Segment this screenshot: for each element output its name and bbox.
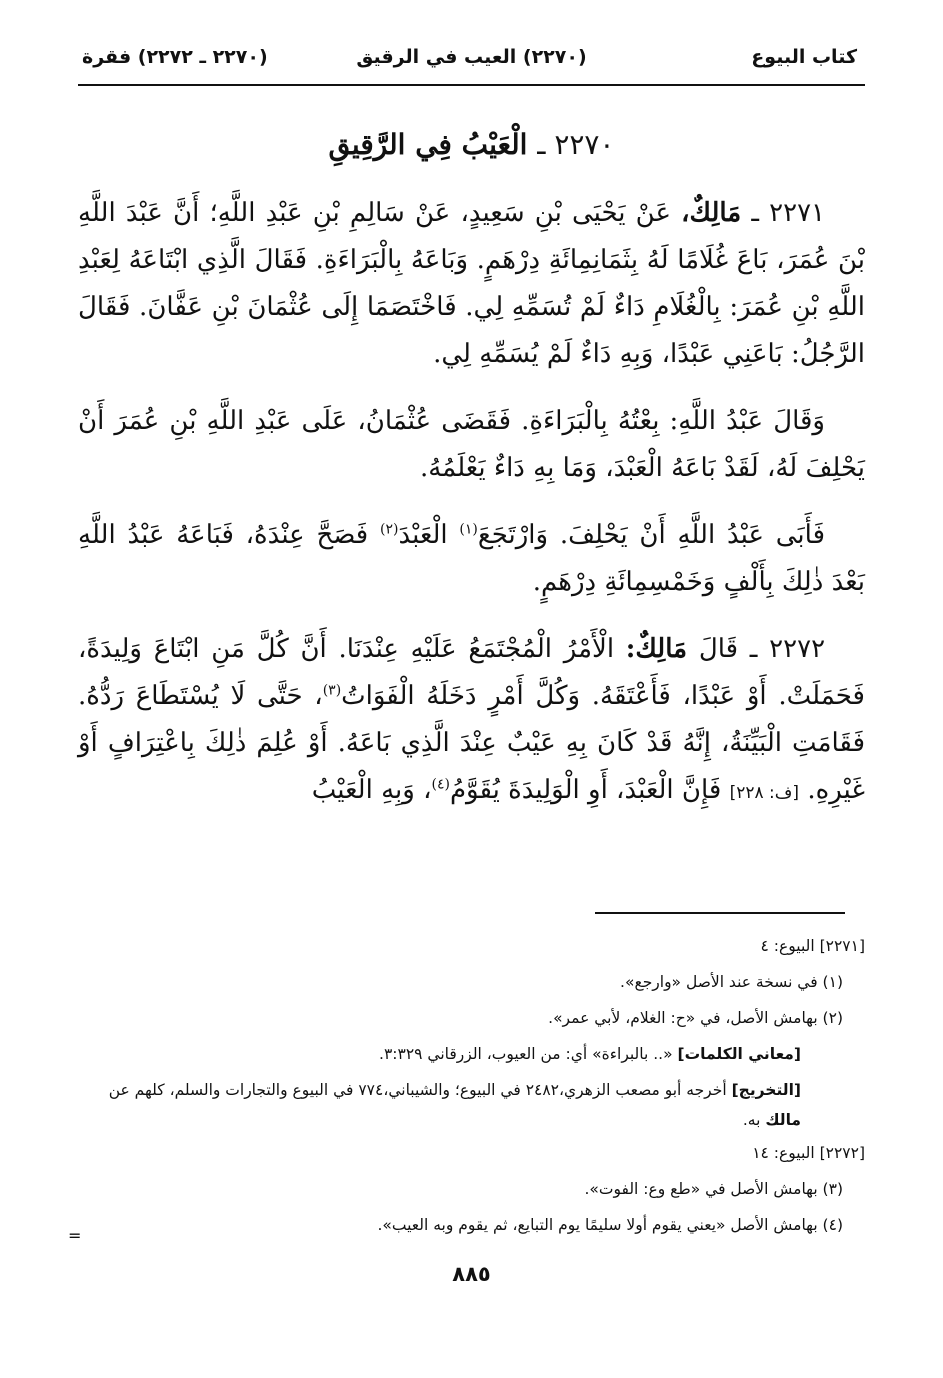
running-header (78, 40, 865, 86)
paragraph-2271 (78, 190, 865, 378)
takhrij-text: أخرجه أبو مصعب الزهري،٢٤٨٢ في البيوع؛ والشيباني،٧٧٤ في البيوع والتجارات والسلم، كلهم عن (108, 1081, 732, 1099)
takhrij (78, 1072, 865, 1135)
paragraph-text: فَصَحَّ عِنْدَهُ، فَبَاعَهُ عَبْدُ اللَّهِ بَعْدَ ذٰلِكَ بِأَلْفٍ وَخَمْسِمِائَةِ دِرْهَمٍ. (78, 520, 865, 597)
page-reference: [ف: ٢٢٨] (729, 783, 800, 803)
footnote-3: (٣) بهامش الأصل في «طع وع: الفوت». (584, 1180, 843, 1198)
body-text (78, 190, 865, 817)
footnote-marker[interactable]: (٤) (431, 776, 450, 793)
header-paragraph-range: (٢٢٧٠ ـ ٢٢٧٢) فقرة (82, 46, 268, 68)
word-meanings-label: [معاني الكلمات] (677, 1045, 801, 1063)
hadith-number: ٢٢٧١ ـ (751, 198, 826, 228)
footnote-marker[interactable]: (١) (459, 521, 478, 538)
footnote-marker[interactable]: (٣) (322, 682, 342, 699)
hadith-number: ٢٢٧٢ ـ قَالَ (698, 634, 826, 664)
chapter-number: ٢٢٧٠ ـ (537, 128, 615, 161)
paragraph-2272 (78, 626, 865, 817)
paragraph-text: الْأَمْرُ الْمُجْتَمَعُ عَلَيْهِ عِنْدَنَا. أَنَّ كُلَّ مَنِ ابْتَاعَ وَلِيدَةً، فَحَمَلَتْ. أَوْ عَبْدًا، فَأَعْتَقَهُ. وَكُلَّ أَمْرٍ دَخَلَهُ الْفَوَاتُ (78, 634, 865, 711)
word-meanings (78, 1036, 865, 1072)
takhrij-name: مالك (765, 1111, 801, 1129)
footnotes (78, 928, 865, 1243)
paragraph-text: ، وَبِهِ الْعَيْبُ (311, 775, 432, 805)
footnote-1: (١) في نسخة عند الأصل «وارجع». (620, 973, 843, 991)
paragraph-2271-end (78, 512, 865, 606)
takhrij-end: به. (742, 1111, 766, 1129)
chapter-title (0, 128, 943, 161)
paragraph-text: وَقَالَ عَبْدُ اللَّهِ: بِعْتُهُ بِالْبَرَاءَةِ. فَقَضَى عُثْمَانُ، عَلَى عَبْدِ اللَّهِ بْنِ عُمَرَ أَنْ يَحْلِفَ لَهُ، لَقَدْ بَاعَهُ الْعَبْدَ، وَمَا بِهِ دَاءٌ يَعْلَمُهُ. (78, 406, 865, 483)
footnote-4: (٤) بهامش الأصل «يعني يقوم أولا سليمًا يوم التبايع، ثم يقوم وبه العيب». (377, 1216, 843, 1234)
narrator-name: مَالِكٌ: (625, 634, 688, 664)
paragraph-2271-continued (78, 398, 865, 492)
chapter-heading: الْعَيْبُ فِي الرَّقِيقِ (328, 128, 528, 161)
footnote-ref-2271: [٢٢٧١] البيوع: ٤ (760, 937, 865, 955)
footnote-2: (٢) بهامش الأصل، في «ح: الغلام، لأبي عمر». (548, 1009, 843, 1027)
paragraph-text: فَأَبَى عَبْدُ اللَّهِ أَنْ يَحْلِفَ. وَارْتَجَعَ (477, 520, 825, 550)
footnote-marker[interactable]: (٢) (379, 521, 399, 538)
footnote-ref-2272: [٢٢٧٢] البيوع: ١٤ (752, 1144, 865, 1162)
paragraph-text: فَإِنَّ الْعَبْدَ، أَوِ الْوَلِيدَةَ يُقَوَّمُ (449, 775, 730, 805)
margin-mark: = (68, 1226, 82, 1245)
word-meanings-text: «.. بالبراءة» أي: من العيوب، الزرقاني ٣:٣٢٩. (379, 1045, 678, 1063)
paragraph-text: عَنْ يَحْيَى بْنِ سَعِيدٍ، عَنْ سَالِمِ بْنِ عَبْدِ اللَّهِ؛ أَنَّ عَبْدَ اللَّهِ بْنَ عُمَرَ، بَاعَ غُلَامًا لَهُ بِثَمَانِمِائَةِ دِرْهَمٍ. وَبَاعَهُ بِالْبَرَاءَةِ. فَقَالَ الَّذِي ابْتَاعَهُ لِعَبْدِ اللَّهِ بْنِ عُمَرَ: بِالْغُلَامِ دَاءٌ لَمْ تُسَمِّهِ لِي. فَاخْتَصَمَا إِلَى عُثْمَانَ بْنِ عَفَّانَ. فَقَالَ الرَّجُلُ: بَاعَنِي عَبْدًا، وَبِهِ دَاءٌ لَمْ يُسَمِّهِ لِي. (78, 198, 865, 369)
narrator-name: مَالِكٌ، (681, 198, 742, 228)
footnote-separator (595, 912, 845, 914)
takhrij-label: [التخريج] (731, 1081, 801, 1099)
header-book-title: كتاب البيوع (751, 46, 857, 68)
paragraph-text: ، حَتَّى لَا يُسْتَطَاعَ رَدُّهُ. فَقَامَتِ الْبَيِّنَةُ، إِنَّهُ قَدْ كَانَ بِهِ عَيْبٌ عِنْدَ الَّذِي بَاعَهُ. أَوْ عُلِمَ ذٰلِكَ بِاعْتِرَافٍ أَوْ غَيْرِهِ. (78, 681, 865, 805)
paragraph-text: الْعَبْدَ (398, 520, 460, 550)
page-number: ٨٨٥ (452, 1262, 491, 1286)
header-section-title: (٢٢٧٠) العيب في الرقيق (356, 46, 587, 68)
